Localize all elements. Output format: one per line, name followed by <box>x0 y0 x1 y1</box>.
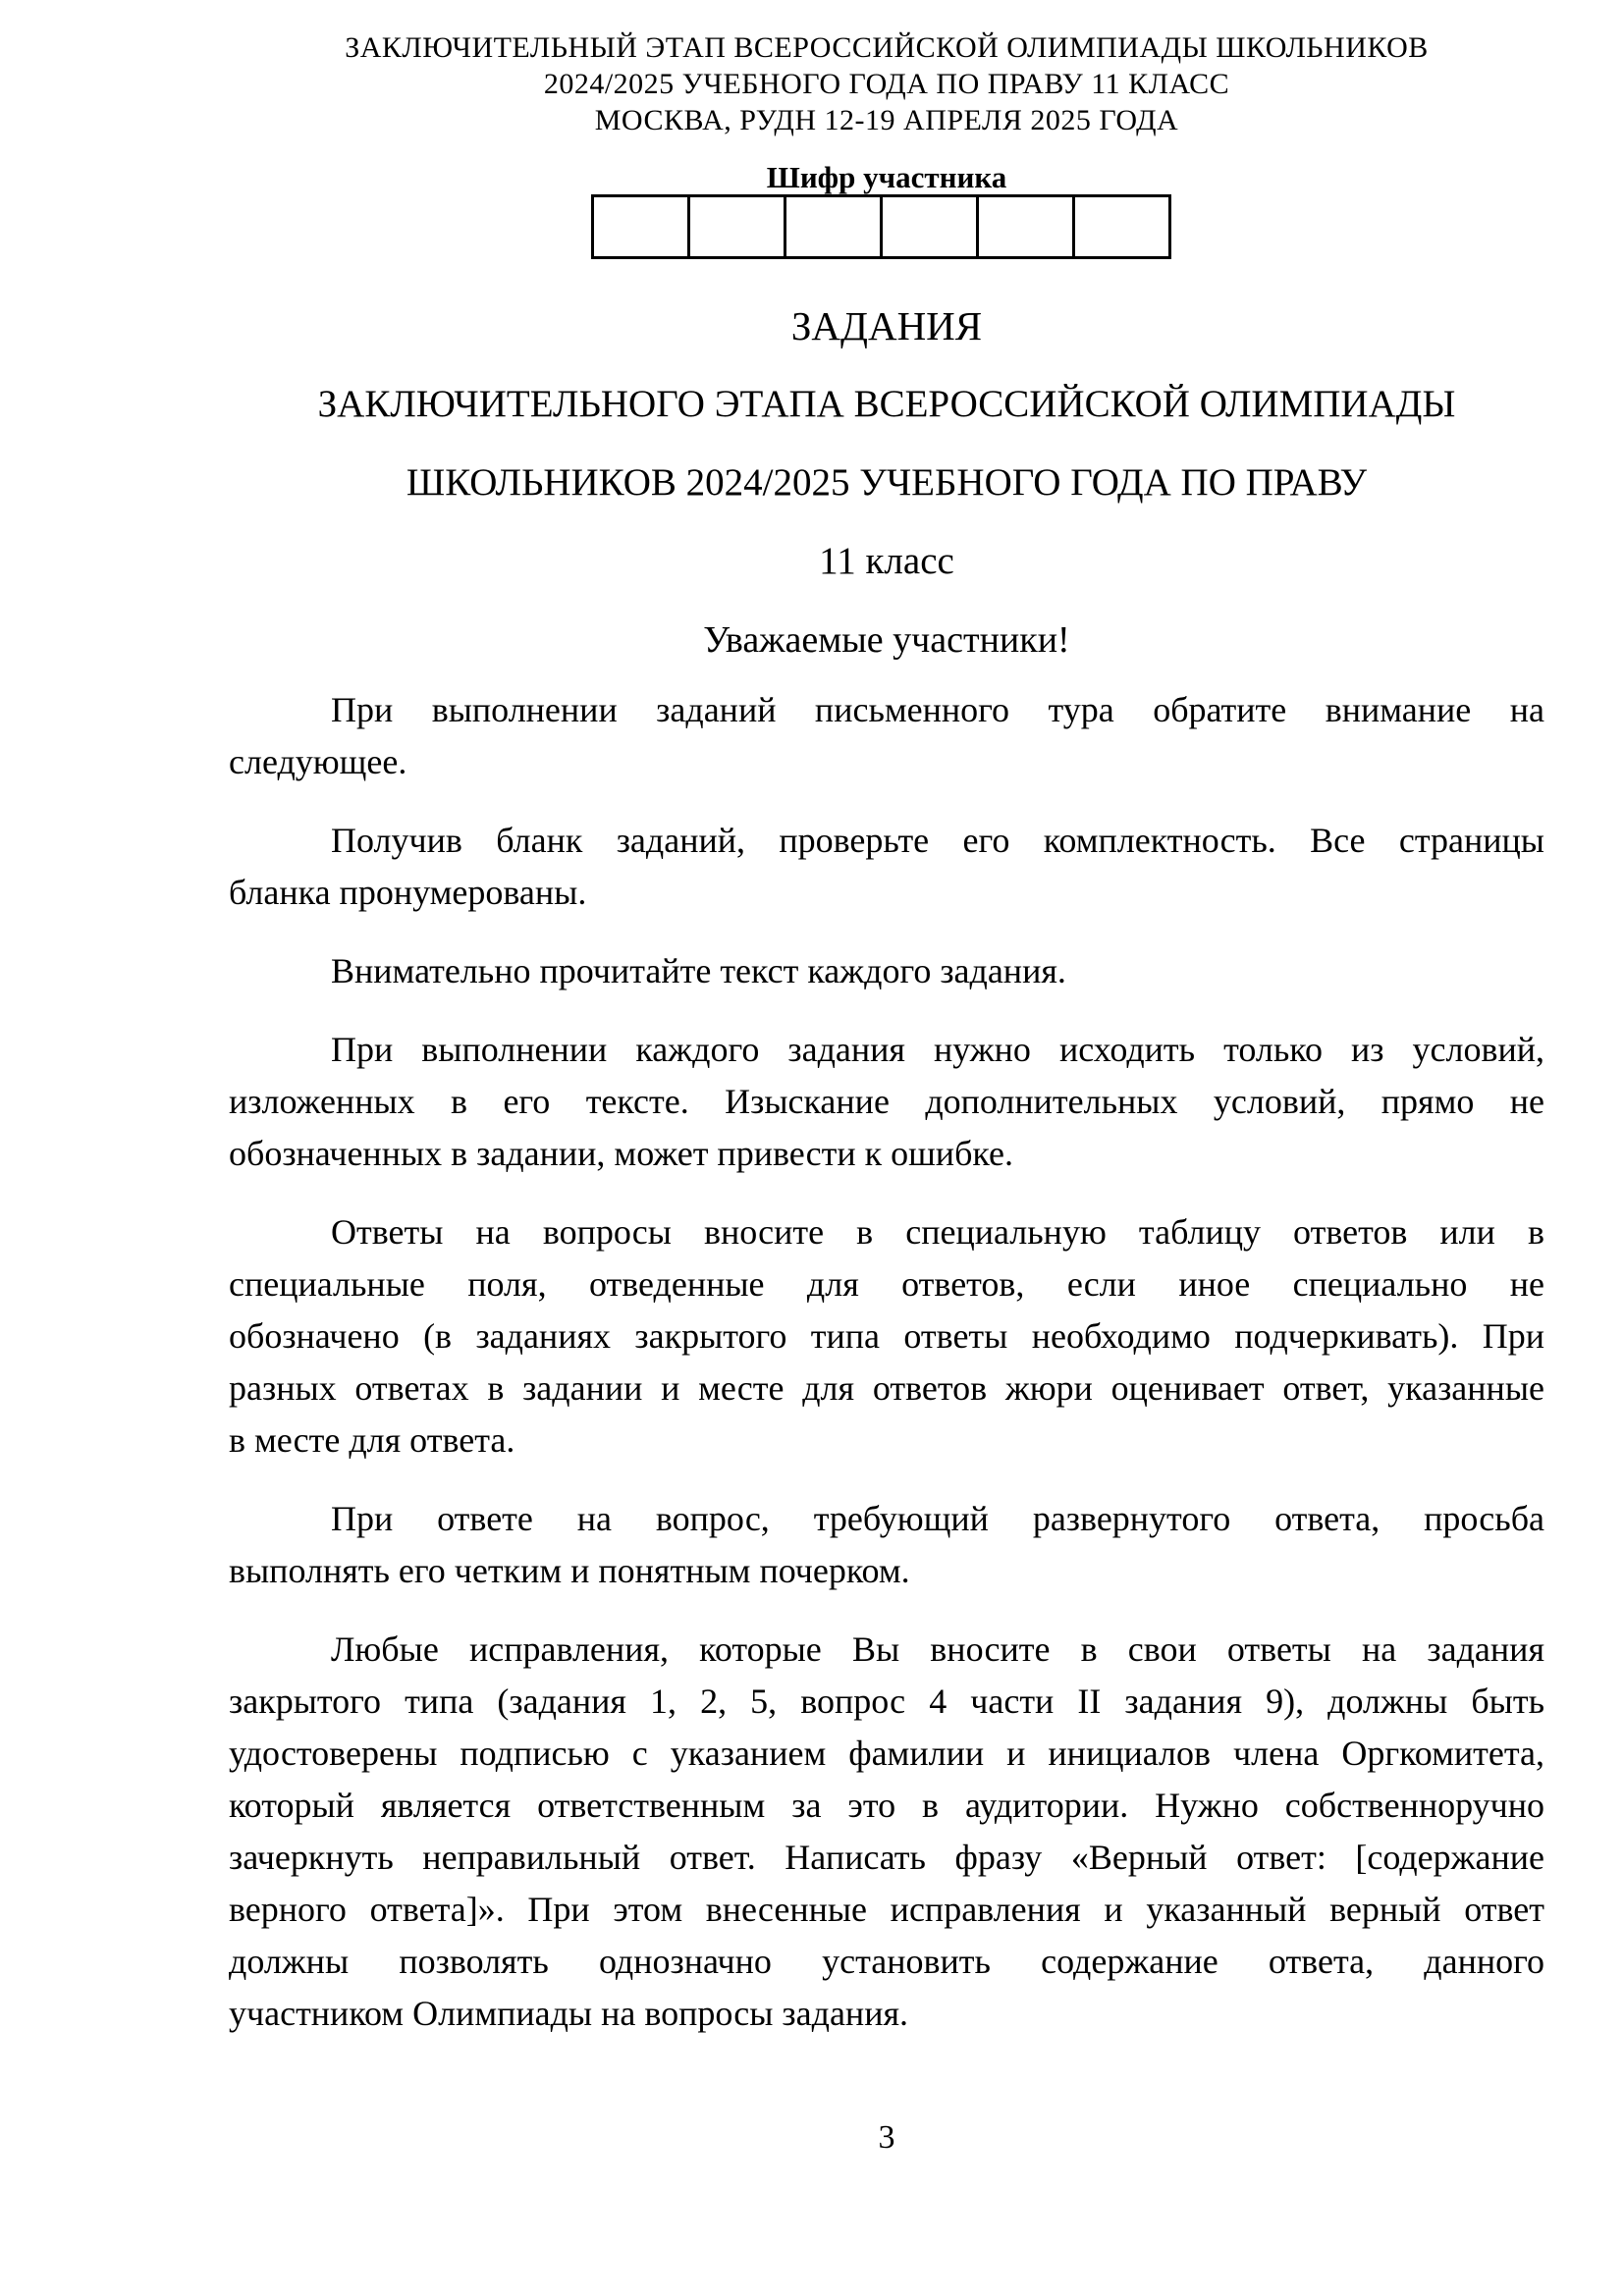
paragraph-line: обозначенных в задании, может привести к ошибке. <box>229 1134 1013 1173</box>
paragraph-line: который является ответственным за это в аудитории. Нужно собственноручно <box>229 1786 1544 1825</box>
paragraph-line: верного ответа]». При этом внесенные исправления и указанный верный ответ <box>229 1890 1544 1929</box>
paragraph <box>229 1024 1544 1180</box>
paragraph-line: При выполнении каждого задания нужно исходить только из условий, <box>331 1030 1544 1069</box>
header-line: 2024/2025 УЧЕБНОГО ГОДА ПО ПРАВУ 11 КЛАСС <box>543 68 1230 100</box>
participant-code-cell <box>978 196 1074 258</box>
participant-code-cell <box>689 196 785 258</box>
paragraph-line: При выполнении заданий письменного тура обратите внимание на <box>331 690 1544 729</box>
paragraph-line: Внимательно прочитайте текст каждого задания. <box>331 951 1066 990</box>
participant-code-cell <box>1074 196 1170 258</box>
paragraph-line: зачеркнуть неправильный ответ. Написать фразу «Верный ответ: [содержание <box>229 1838 1544 1877</box>
title-lines-container <box>229 287 1544 601</box>
paragraph-line: должны позволять однозначно установить содержание ответа, данного <box>229 1942 1544 1981</box>
participant-code-cell <box>882 196 978 258</box>
paragraph-line: Получив бланк заданий, проверьте его комплектность. Все страницы <box>331 821 1544 860</box>
paragraph <box>229 684 1544 788</box>
paragraph-line: участником Олимпиады на вопросы задания. <box>229 1994 909 2033</box>
document-title: ЗАДАНИЯ <box>790 303 983 348</box>
paragraph-line: бланка пронумерованы. <box>229 873 587 912</box>
title-block <box>229 287 1544 679</box>
paragraph <box>229 1493 1544 1597</box>
paragraph-line: специальные поля, отведенные для ответов, если иное специально не <box>229 1264 1544 1304</box>
paragraph-line: изложенных в его тексте. Изыскание дополнительных условий, прямо не <box>229 1082 1544 1121</box>
header-line: МОСКВА, РУДН 12-19 АПРЕЛЯ 2025 ГОДА <box>594 104 1179 136</box>
paragraph-line: обозначено (в заданиях закрытого типа ответы необходимо подчеркивать). При <box>229 1316 1544 1356</box>
page-number: 3 <box>878 2119 895 2156</box>
paragraph-line: следующее. <box>229 742 407 781</box>
participant-code-cell <box>593 196 689 258</box>
document-header <box>229 29 1544 138</box>
paragraph <box>229 815 1544 919</box>
paragraph-line: выполнять его четким и понятным почерком. <box>229 1551 910 1590</box>
paragraph-line: разных ответах в задании и месте для ответов жюри оценивает ответ, указанные <box>229 1368 1544 1408</box>
document-subtitle: ШКОЛЬНИКОВ 2024/2025 УЧЕБНОГО ГОДА ПО ПРАВУ <box>406 461 1368 504</box>
paragraph-line: закрытого типа (задания 1, 2, 5, вопрос 4 части II задания 9), должны быть <box>229 1682 1544 1721</box>
participant-code-row <box>593 196 1170 258</box>
document-subtitle: 11 класс <box>819 540 954 582</box>
greeting-line: Уважаемые участники! <box>703 619 1070 661</box>
paragraph-line: в месте для ответа. <box>229 1420 515 1460</box>
paragraph-line: Ответы на вопросы вносите в специальную таблицу ответов или в <box>331 1212 1544 1252</box>
participant-code-label: Шифр участника <box>766 160 1007 194</box>
document-subtitle: ЗАКЛЮЧИТЕЛЬНОГО ЭТАПА ВСЕРОССИЙСКОЙ ОЛИМПИАДЫ <box>317 383 1456 425</box>
header-line: ЗАКЛЮЧИТЕЛЬНЫЙ ЭТАП ВСЕРОССИЙСКОЙ ОЛИМПИАДЫ ШКОЛЬНИКОВ <box>345 31 1429 64</box>
paragraph <box>229 1624 1544 2040</box>
participant-code-table <box>591 194 1171 259</box>
participant-code-cell <box>785 196 882 258</box>
instructions-text <box>229 684 1544 2066</box>
paragraph <box>229 1206 1544 1467</box>
paragraph <box>229 945 1544 997</box>
paragraph-line: При ответе на вопрос, требующий развернутого ответа, просьба <box>331 1499 1544 1538</box>
paragraph-line: Любые исправления, которые Вы вносите в свои ответы на задания <box>331 1629 1544 1669</box>
paragraph-line: удостоверены подписью с указанием фамилии и инициалов члена Оргкомитета, <box>229 1734 1544 1773</box>
